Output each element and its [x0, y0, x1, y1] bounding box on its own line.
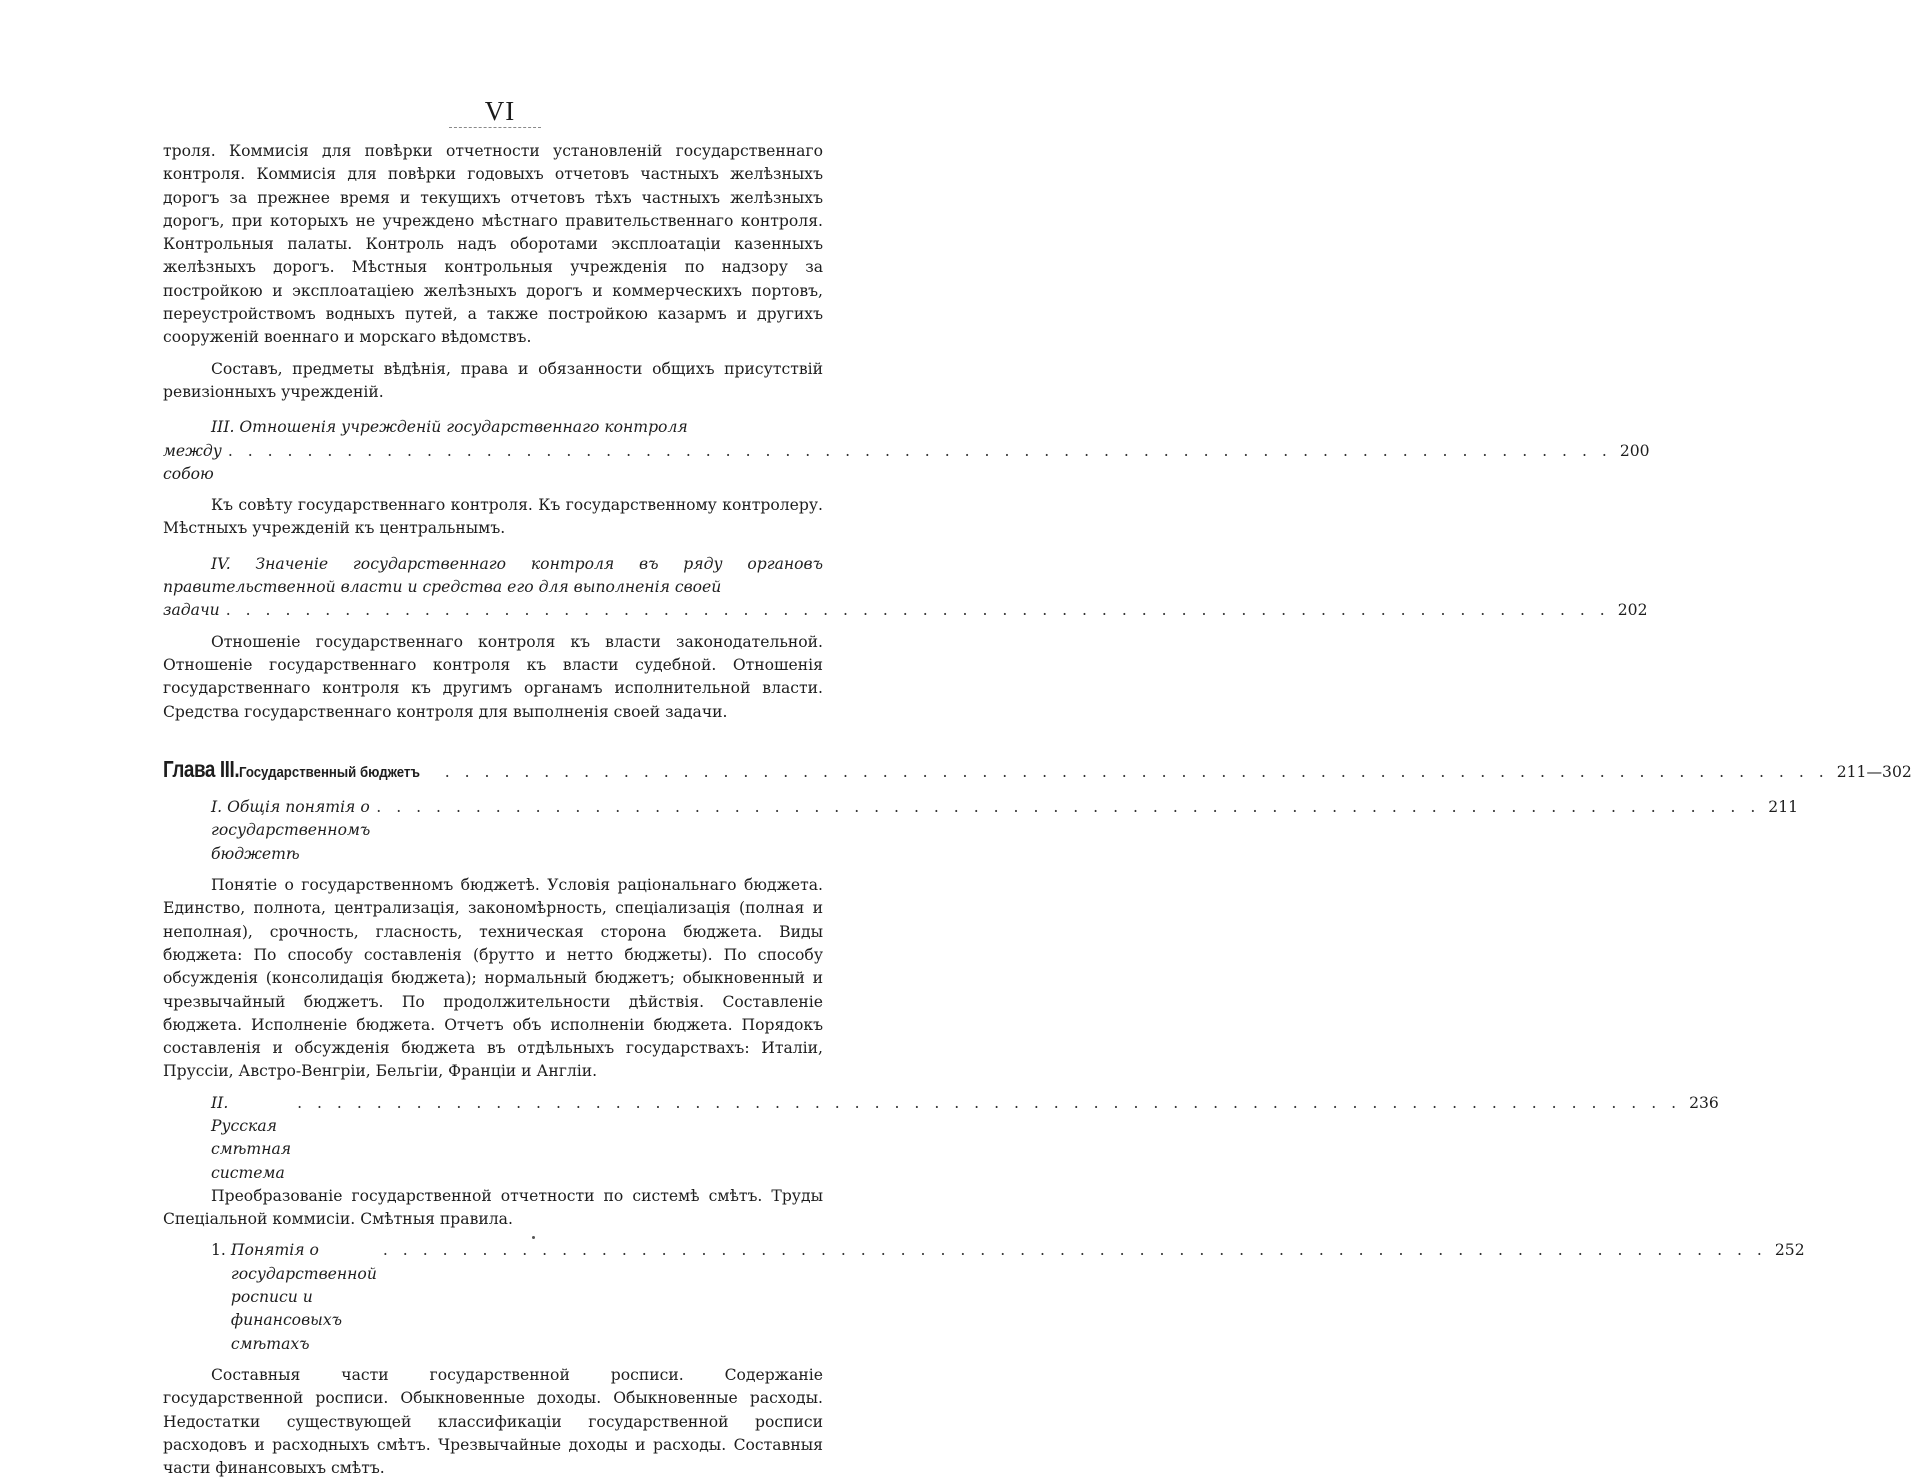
chapter-pages: 211—302: [1836, 762, 1912, 781]
ch3-section-i-entry: [163, 796, 1799, 866]
page-number: VI: [484, 96, 516, 126]
toc-content: [163, 140, 1912, 1480]
section-iii-page: 200: [1619, 441, 1650, 460]
chapter-label: Глава III.: [163, 755, 240, 782]
ch3-sub-1-entry: [163, 1239, 1805, 1355]
section-iv-title-end: задачи: [163, 601, 220, 620]
section-iv-title: IV. Значеніе государственнаго контроля въ ряду органовъ правительственной власти и средства его для выполненія своей: [163, 554, 823, 597]
ch3-section-ii-title: II. Русская смѣтная система: [211, 1093, 292, 1182]
ch3-section-i-title: I. Общія понятія о государственномъ бюджетѣ: [211, 798, 371, 863]
section-iv-body: Отношеніе государственнаго контроля къ власти законодательной. Отношеніе государственнаго контроля къ власти судебной. Отношенія государственнаго контроля къ другимъ органамъ исполнительной власти. Средства государственнаго контроля для выполненія своей задачи.: [163, 632, 823, 721]
section-iii-entry: [163, 440, 1650, 487]
chapter-iii-heading: [163, 755, 1912, 784]
dot-leader: . . . . . . . . . . . . . . . . . . . . . . . . . . . . . . . . . . . . . . . . . . . . . . . . . . . . . . . . . . . . . . . . . . . . . .: [376, 798, 1761, 817]
section-iv-entry: [163, 599, 1648, 622]
section-iii-title: III. Отношенія учрежденій государственнаго контроля: [211, 418, 688, 437]
dot-leader: . . . . . . . . . . . . . . . . . . . . . . . . . . . . . . . . . . . . . . . . . . . . . . . . . . . . . . . . . . . . . . . . . . . . . .: [382, 1241, 1767, 1260]
ch3-section-ii-entry: [163, 1092, 1719, 1185]
intro-paragraph-1: троля. Коммисія для повѣрки отчетности установленій государственнаго контроля. Коммисія для повѣрки годовыхъ отчетовъ частныхъ желѣзныхъ дорогъ за прежнее время и текущихъ отчетовъ тѣхъ частныхъ желѣзныхъ дорогъ, при которыхъ не учреждено мѣстнаго правительственнаго контроля. Контрольныя палаты. Контроль надъ оборотами эксплоатаціи казенныхъ желѣзныхъ дорогъ. Мѣстныя контрольныя учрежденія по надзору за постройкою и эксплоатаціею желѣзныхъ дорогъ и коммерческихъ портовъ, переустройствомъ водныхъ путей, а также постройкою казармъ и другихъ сооруженій военнаго и морскаго вѣдомствъ.: [163, 142, 823, 347]
dot-leader: . . . . . . . . . . . . . . . . . . . . . . . . . . . . . . . . . . . . . . . . . . . . . . . . . . . . . . . . . . . . . . . . . . . . . .: [227, 441, 1612, 460]
ch3-sub-1-page: 252: [1774, 1241, 1805, 1260]
header-rule: [449, 127, 541, 128]
ch3-section-i-body: Понятіе о государственномъ бюджетѣ. Условія раціональнаго бюджета. Единство, полнота, централизація, закономѣрность, спеціализація (полная и неполная), срочность, гласность, техническая сторона бюджета. Виды бюджета: По способу составленія (брутто и нетто бюджеты). По способу обсужденія (консолидація бюджета); нормальный бюджетъ; обыкновенный и чрезвычайный бюджетъ. По продолжительности дѣйствія. Составленіе бюджета. Исполненіе бюджета. Отчетъ объ исполненіи бюджета. Порядокъ составленія и обсужденія бюджета въ отдѣльныхъ государствахъ: Италіи, Пруссіи, Австро-Венгріи, Бельгіи, Франціи и Англіи.: [163, 876, 823, 1081]
dot-leader: . . . . . . . . . . . . . . . . . . . . . . . . . . . . . . . . . . . . . . . . . . . . . . . . . . . . . . . . . . . . . . . . . . . . . .: [225, 601, 1610, 620]
ch3-sub-1-title: Понятія о государственной росписи и финансовыхъ смѣтахъ: [230, 1241, 377, 1353]
ch3-section-ii-body: Преобразованіе государственной отчетности по системѣ смѣтъ. Труды Спеціальной коммисіи. Смѣтныя правила.: [163, 1186, 823, 1229]
section-iii-title-end: между собою: [163, 441, 222, 483]
ch3-sub-1-body: Составныя части государственной росписи. Содержаніе государственной росписи. Обыкновенные доходы. Обыкновенные расходы. Недостатки существующей классификаціи государственной росписи расходовъ и расходныхъ смѣтъ. Чрезвычайные доходы и расходы. Составныя части финансовыхъ смѣтъ.: [163, 1365, 823, 1478]
ch3-section-i-page: 211: [1768, 798, 1799, 817]
intro-paragraph-2: Составъ, предметы вѣдѣнія, права и обязанности общихъ присутствій ревизіонныхъ учрежденій.: [163, 359, 823, 401]
dot-leader: . . . . . . . . . . . . . . . . . . . . . . . . . . . . . . . . . . . . . . . . . . . . . . . . . . . . . . . . . . . . . . . . . . . . . .: [444, 762, 1829, 781]
chapter-title: Государственный бюджетъ: [239, 763, 421, 781]
dot-leader: . . . . . . . . . . . . . . . . . . . . . . . . . . . . . . . . . . . . . . . . . . . . . . . . . . . . . . . . . . . . . . . . . . . . . .: [297, 1093, 1682, 1112]
section-iii-body: Къ совѣту государственнаго контроля. Къ государственному контролеру. Мѣстныхъ учрежденій къ центральнымъ.: [163, 496, 823, 538]
section-iv-page: 202: [1617, 601, 1648, 620]
print-speck: [532, 1236, 535, 1239]
ch3-sub-1-number: 1.: [211, 1241, 226, 1260]
ch3-section-ii-page: 236: [1689, 1093, 1719, 1112]
